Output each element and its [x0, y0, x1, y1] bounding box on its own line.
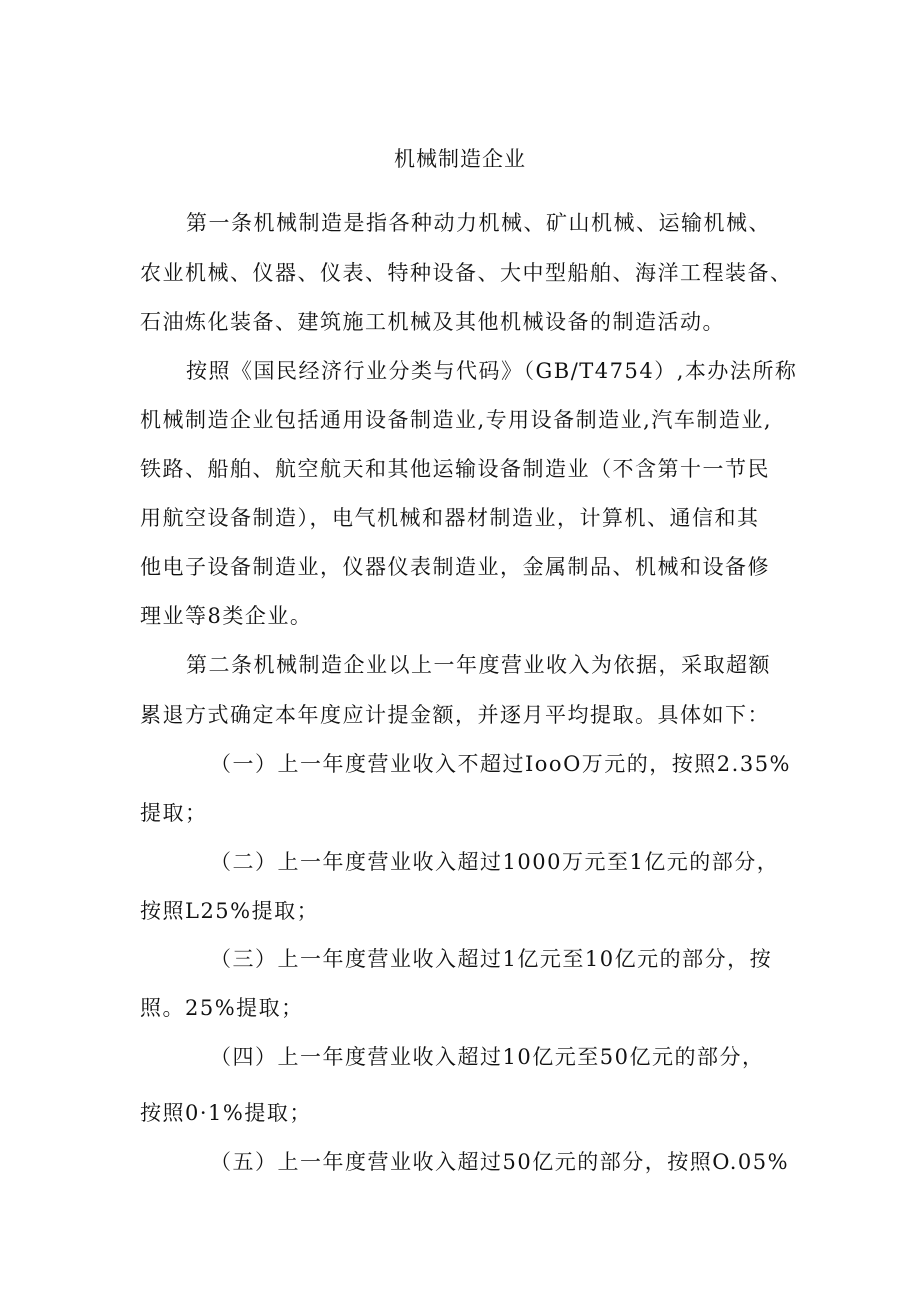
list-item-line: 按照0·1%提取；	[140, 1101, 312, 1125]
paragraph-line: 按照《国民经济行业分类与代码》（GB/T4754）,本办法所称	[186, 359, 798, 383]
paragraph-line: 石油炼化装备、建筑施工机械及其他机械设备的制造活动。	[140, 310, 725, 334]
list-item-line: 按照L25%提取；	[140, 899, 320, 923]
list-item-line: 提取；	[140, 801, 208, 825]
paragraph-line: 农业机械、仪器、仪表、特种设备、大中型船舶、海洋工程装备、	[140, 261, 793, 285]
paragraph-line: 第一条机械制造是指各种动力机械、矿山机械、运输机械、	[186, 211, 771, 235]
paragraph-line: 他电子设备制造业，仪器仪表制造业，金属制品、机械和设备修	[140, 555, 770, 579]
paragraph-line: 第二条机械制造企业以上一年度营业收入为依据，采取超额	[186, 653, 771, 677]
list-item-line: （五）上一年度营业收入超过50亿元的部分，按照O.05%	[210, 1150, 790, 1174]
list-item-line: 照。25%提取；	[140, 996, 304, 1020]
list-item-line: （二）上一年度营业收入超过1000万元至1亿元的部分，	[210, 850, 780, 874]
list-item-line: （三）上一年度营业收入超过1亿元至10亿元的部分，按	[210, 947, 773, 971]
paragraph-line: 累退方式确定本年度应计提金额，并逐月平均提取。具体如下：	[140, 703, 770, 727]
list-item-line: （四）上一年度营业收入超过10亿元至50亿元的部分，	[210, 1045, 765, 1069]
paragraph-line: 理业等8类企业。	[140, 604, 313, 628]
paragraph-line: 机械制造企业包括通用设备制造业,专用设备制造业,汽车制造业,	[140, 408, 773, 432]
paragraph-line: 用航空设备制造），电气机械和器材制造业，计算机、通信和其	[140, 506, 760, 530]
document-title: 机械制造企业	[394, 147, 526, 171]
paragraph-line: 铁路、船舶、航空航天和其他运输设备制造业（不含第十一节民	[140, 457, 770, 481]
list-item-line: （一）上一年度营业收入不超过IooO万元的，按照2.35%	[210, 752, 792, 776]
